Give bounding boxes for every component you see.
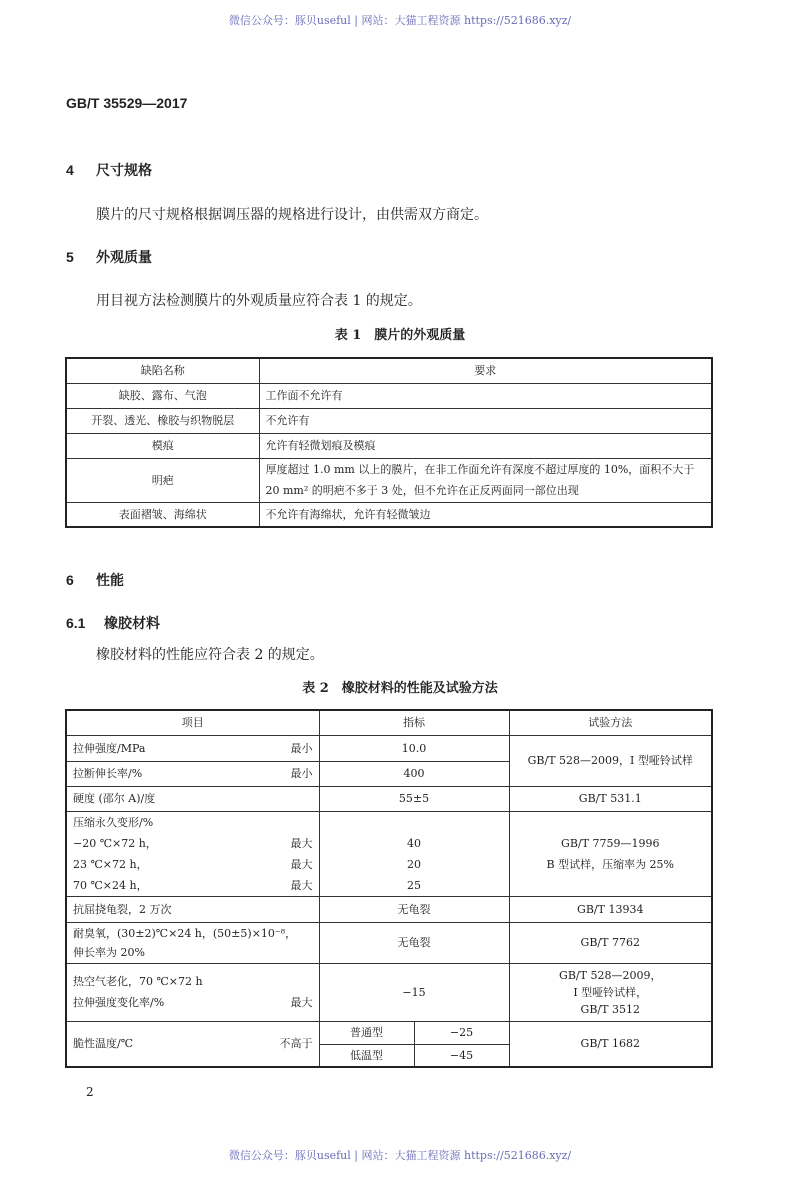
qualifier: 最大 bbox=[290, 857, 313, 871]
table-row bbox=[66, 922, 712, 963]
type-cell: 低温型 bbox=[319, 1044, 414, 1067]
section-6-1-text: 橡胶材料的性能应符合表 2 的规定。 bbox=[96, 647, 324, 663]
value: 20 bbox=[407, 857, 421, 871]
method-line: B 型试样，压缩率为 25% bbox=[546, 857, 675, 871]
defect-name: 表面褶皱、海绵状 bbox=[66, 502, 259, 527]
table-2 bbox=[65, 709, 713, 1068]
item-cell bbox=[66, 963, 319, 1021]
item-label: 脆性温度/℃ bbox=[73, 1037, 134, 1051]
section-number: 6 bbox=[66, 572, 74, 588]
value-cell: 无龟裂 bbox=[319, 896, 509, 922]
item-cell: 硬度 (邵尔 A)/度 bbox=[66, 786, 319, 811]
value-cell: −15 bbox=[319, 963, 509, 1021]
section-title: 外观质量 bbox=[96, 250, 152, 266]
page-number: 2 bbox=[86, 1085, 94, 1099]
qualifier: 最小 bbox=[290, 741, 313, 755]
table-row bbox=[66, 735, 712, 761]
condition: 23 ℃×72 h， bbox=[73, 857, 148, 871]
table-row bbox=[66, 963, 712, 1021]
value-cell: 55±5 bbox=[319, 786, 509, 811]
requirement: 工作面不允许有 bbox=[259, 383, 712, 408]
condition: 70 ℃×24 h， bbox=[73, 878, 148, 892]
section-title: 尺寸规格 bbox=[96, 163, 152, 179]
item-cell: 抗屈挠龟裂，2 万次 bbox=[66, 896, 319, 922]
table-row bbox=[66, 811, 712, 896]
qualifier: 最小 bbox=[290, 767, 313, 780]
type-cell: 普通型 bbox=[319, 1021, 414, 1044]
method-line: GB/T 3512 bbox=[580, 1002, 640, 1016]
method-cell: GB/T 528—2009，I 型哑铃试样 bbox=[509, 735, 712, 786]
defect-name: 明疤 bbox=[66, 458, 259, 502]
table-1 bbox=[65, 357, 713, 528]
item-cell bbox=[66, 735, 319, 761]
method-cell bbox=[509, 963, 712, 1021]
table-row bbox=[66, 433, 712, 458]
watermark-top: 微信公众号：豚贝useful | 网站：大猫工程资源 https://521686.xyz/ bbox=[228, 14, 572, 27]
header-cell: 试验方法 bbox=[509, 710, 712, 735]
requirement: 不允许有海绵状，允许有轻微皱边 bbox=[259, 502, 712, 527]
header-cell: 要求 bbox=[259, 358, 712, 383]
item-line: 耐臭氧，(30±2)℃×24 h，(50±5)×10⁻⁸， bbox=[73, 926, 297, 940]
method-line: I 型哑铃试样， bbox=[573, 985, 648, 999]
section-title: 橡胶材料 bbox=[104, 616, 160, 632]
table-row bbox=[66, 383, 712, 408]
item-line: 伸长率为 20% bbox=[73, 945, 145, 959]
item-label: 拉伸强度/MPa bbox=[73, 741, 146, 755]
table-2-caption: 表 2 橡胶材料的性能及试验方法 bbox=[302, 681, 498, 696]
section-4-text: 膜片的尺寸规格根据调压器的规格进行设计，由供需双方商定。 bbox=[96, 207, 488, 223]
header-cell: 项目 bbox=[66, 710, 319, 735]
item-cell bbox=[66, 761, 319, 786]
table-row bbox=[66, 896, 712, 922]
section-number: 5 bbox=[66, 249, 74, 265]
requirement: 厚度超过 1.0 mm 以上的膜片，在非工作面允许有深度不超过厚度的 10%，面积不大于 20 mm² 的明疤不多于 3 处，但不允许在正反两面同一部位出现 bbox=[259, 458, 712, 502]
value-cell: 无龟裂 bbox=[319, 922, 509, 963]
defect-name: 缺胶、露布、气泡 bbox=[66, 383, 259, 408]
method-cell: GB/T 13934 bbox=[509, 896, 712, 922]
section-4-heading bbox=[66, 160, 152, 180]
value-cell bbox=[319, 811, 509, 896]
method-line: GB/T 528—2009， bbox=[559, 968, 662, 982]
table-row bbox=[66, 408, 712, 433]
qualifier: 最大 bbox=[290, 836, 313, 850]
section-5-text: 用目视方法检测膜片的外观质量应符合表 1 的规定。 bbox=[96, 293, 422, 309]
section-number: 4 bbox=[66, 162, 74, 178]
item-cell bbox=[66, 922, 319, 963]
table-header-row bbox=[66, 358, 712, 383]
method-line: GB/T 7759—1996 bbox=[561, 836, 660, 850]
table-row bbox=[66, 458, 712, 502]
requirement: 不允许有 bbox=[259, 408, 712, 433]
method-cell bbox=[509, 811, 712, 896]
value-cell: −25 bbox=[414, 1021, 509, 1044]
header-cell: 缺陷名称 bbox=[66, 358, 259, 383]
document-id: GB/T 35529—2017 bbox=[66, 95, 188, 111]
item-cell bbox=[66, 1021, 319, 1067]
value-cell: 400 bbox=[319, 761, 509, 786]
table-row bbox=[66, 786, 712, 811]
section-6-heading bbox=[66, 570, 124, 590]
item-line: 拉伸强度变化率/% bbox=[73, 996, 165, 1009]
section-title: 性能 bbox=[96, 573, 124, 589]
value-cell: 10.0 bbox=[319, 735, 509, 761]
item-line: 热空气老化，70 ℃×72 h bbox=[73, 975, 203, 988]
method-cell: GB/T 7762 bbox=[509, 922, 712, 963]
qualifier: 不高于 bbox=[279, 1037, 313, 1051]
value: 40 bbox=[407, 836, 421, 850]
method-cell: GB/T 531.1 bbox=[509, 786, 712, 811]
qualifier: 最大 bbox=[290, 878, 313, 892]
section-number: 6.1 bbox=[66, 615, 86, 631]
requirement: 允许有轻微划痕及模痕 bbox=[259, 433, 712, 458]
item-cell bbox=[66, 811, 319, 896]
defect-name: 模痕 bbox=[66, 433, 259, 458]
watermark-bottom: 微信公众号：豚贝useful | 网站：大猫工程资源 https://521686.xyz/ bbox=[228, 1149, 572, 1162]
table-1-caption: 表 1 膜片的外观质量 bbox=[334, 328, 466, 343]
section-5-heading bbox=[66, 247, 152, 267]
condition: −20 ℃×72 h， bbox=[73, 836, 157, 850]
method-cell: GB/T 1682 bbox=[509, 1021, 712, 1067]
table-row bbox=[66, 502, 712, 527]
section-6-1-heading bbox=[66, 613, 160, 633]
defect-name: 开裂、透光、橡胶与织物脱层 bbox=[66, 408, 259, 433]
table-header-row bbox=[66, 710, 712, 735]
value: 25 bbox=[407, 878, 421, 892]
item-label: 拉断伸长率/% bbox=[73, 767, 143, 780]
item-label: 压缩永久变形/% bbox=[73, 815, 154, 829]
qualifier: 最大 bbox=[290, 996, 313, 1009]
header-cell: 指标 bbox=[319, 710, 509, 735]
value-cell: −45 bbox=[414, 1044, 509, 1067]
table-row bbox=[66, 1021, 712, 1044]
